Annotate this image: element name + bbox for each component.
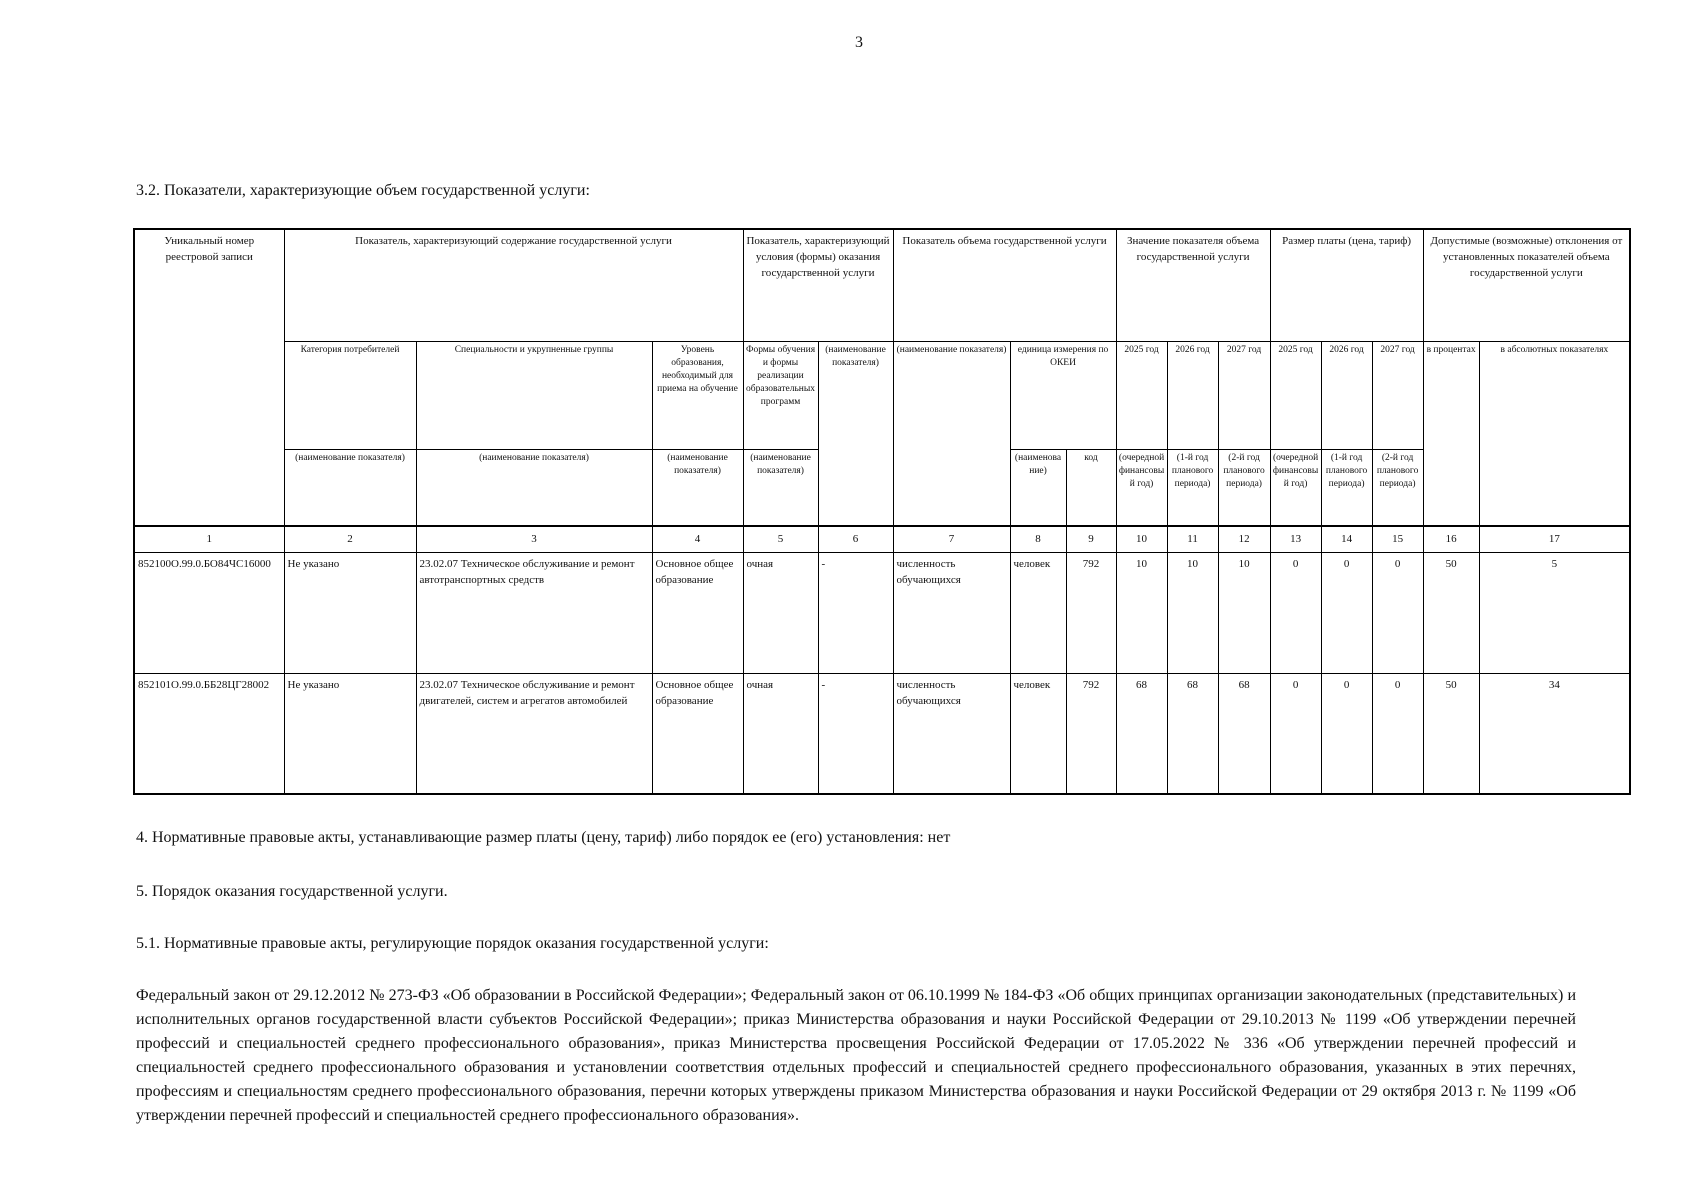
column-number-row xyxy=(134,526,1630,552)
section-4-heading: 4. Нормативные правовые акты, устанавливающие размер платы (цену, тариф) либо порядок ее (его) установления: нет xyxy=(136,829,951,846)
legal-acts-paragraph: Федеральный закон от 29.12.2012 № 273-ФЗ «Об образовании в Российской Федерации»; Федеральный закон от 06.10.1999 № 184-ФЗ «Об общих принципах организации законодательных (представительных) и исполнительных органов государственной власти субъектов Российской Федерации»; приказ Министерства образования и науки Российской Федерации от 29.10.2013 № 1199 «Об утверждении перечней профессий и специальностей среднего профессионального образования», приказ Министерства просвещения Российской Федерации от 17.05.2022 № 336 «Об утверждении перечней профессий и специальностей среднего профессионального образования и установлении соответствия отдельных профессий и специальностей среднего профессионального образования, указанных в этих перечнях, профессиям и специальностям среднего профессионального образования, перечни которых утверждены приказом Министерства образования и науки Российской Федерации от 29 октября 2013 г. № 1199 «Об утверждении перечней профессий и специальностей среднего профессионального образования». xyxy=(136,987,1576,1124)
cell-education-level: Основное общее образование xyxy=(652,552,743,673)
header-fee: Размер платы (цена, тариф) xyxy=(1270,229,1423,341)
header-2025-value: 2025 год xyxy=(1116,341,1167,449)
column-number: 2 xyxy=(284,526,416,552)
cell-study-form: очная xyxy=(743,673,818,794)
cell-value-2026: 68 xyxy=(1167,673,1218,794)
cell-unit-code: 792 xyxy=(1066,552,1116,673)
header-name-3: (наименование показателя) xyxy=(416,449,652,526)
cell-fee-2026: 0 xyxy=(1321,552,1372,673)
cell-fee-2025: 0 xyxy=(1270,552,1321,673)
header-service-conditions: Показатель, характеризующий условия (формы) оказания государственной услуги xyxy=(743,229,893,341)
cell-value-2025: 10 xyxy=(1116,552,1167,673)
column-number: 13 xyxy=(1270,526,1321,552)
header-2026-fee: 2026 год xyxy=(1321,341,1372,449)
cell-fee-2027: 0 xyxy=(1372,552,1423,673)
cell-deviation-percent: 50 xyxy=(1423,673,1479,794)
cell-study-form: очная xyxy=(743,552,818,673)
header-name-5: (наименование показателя) xyxy=(743,449,818,526)
cell-fee-2025: 0 xyxy=(1270,673,1321,794)
header-volume-indicator: Показатель объема государственной услуги xyxy=(893,229,1116,341)
header-2026-value: 2026 год xyxy=(1167,341,1218,449)
header-consumer-category: Категория потребителей xyxy=(284,341,416,449)
header-unit-okei: единица измерения по ОКЕИ xyxy=(1010,341,1116,449)
page-number: 3 xyxy=(855,34,863,51)
column-number: 14 xyxy=(1321,526,1372,552)
header-code: код xyxy=(1066,449,1116,526)
header-volume-value: Значение показателя объема государственной услуги xyxy=(1116,229,1270,341)
column-number: 4 xyxy=(652,526,743,552)
header-specialties: Специальности и укрупненные группы xyxy=(416,341,652,449)
cell-value-2026: 10 xyxy=(1167,552,1218,673)
cell-deviation-percent: 50 xyxy=(1423,552,1479,673)
column-number: 3 xyxy=(416,526,652,552)
cell-unit-name: человек xyxy=(1010,552,1066,673)
column-number: 8 xyxy=(1010,526,1066,552)
section-3-2-heading: 3.2. Показатели, характеризующие объем государственной услуги: xyxy=(136,182,590,199)
header-next-year-10: (очередной финансовый год) xyxy=(1116,449,1167,526)
cell-indicator-6: - xyxy=(818,552,893,673)
section-5-1-heading: 5.1. Нормативные правовые акты, регулирующие порядок оказания государственной услуги: xyxy=(136,935,769,952)
cell-volume-indicator: численность обучающихся xyxy=(893,552,1010,673)
column-number: 16 xyxy=(1423,526,1479,552)
cell-specialty: 23.02.07 Техническое обслуживание и ремонт автотранспортных средств xyxy=(416,552,652,673)
table-row xyxy=(134,673,1630,794)
cell-registry-number: 852101О.99.0.ББ28ЦГ28002 xyxy=(134,673,284,794)
header-percent: в процентах xyxy=(1423,341,1479,526)
header-unit-name: (наименование) xyxy=(1010,449,1066,526)
cell-indicator-6: - xyxy=(818,673,893,794)
cell-education-level: Основное общее образование xyxy=(652,673,743,794)
header-registry-number: Уникальный номер реестровой записи xyxy=(134,229,284,526)
column-number: 17 xyxy=(1479,526,1630,552)
header-first-year-14: (1-й год планового периода) xyxy=(1321,449,1372,526)
column-number: 10 xyxy=(1116,526,1167,552)
volume-indicators-table xyxy=(133,228,1631,795)
cell-deviation-absolute: 34 xyxy=(1479,673,1630,794)
cell-deviation-absolute: 5 xyxy=(1479,552,1630,673)
header-education-level: Уровень образования, необходимый для приема на обучение xyxy=(652,341,743,449)
cell-volume-indicator: численность обучающихся xyxy=(893,673,1010,794)
header-2027-value: 2027 год xyxy=(1218,341,1270,449)
header-name-4: (наименование показателя) xyxy=(652,449,743,526)
cell-value-2025: 68 xyxy=(1116,673,1167,794)
cell-unit-name: человек xyxy=(1010,673,1066,794)
cell-specialty: 23.02.07 Техническое обслуживание и ремонт двигателей, систем и агрегатов автомобилей xyxy=(416,673,652,794)
cell-fee-2027: 0 xyxy=(1372,673,1423,794)
column-number: 5 xyxy=(743,526,818,552)
header-service-content: Показатель, характеризующий содержание государственной услуги xyxy=(284,229,743,341)
column-number: 6 xyxy=(818,526,893,552)
header-second-year-15: (2-й год планового периода) xyxy=(1372,449,1423,526)
cell-value-2027: 10 xyxy=(1218,552,1270,673)
header-2027-fee: 2027 год xyxy=(1372,341,1423,449)
column-number: 12 xyxy=(1218,526,1270,552)
column-number: 15 xyxy=(1372,526,1423,552)
cell-consumer-category: Не указано xyxy=(284,673,416,794)
cell-consumer-category: Не указано xyxy=(284,552,416,673)
cell-value-2027: 68 xyxy=(1218,673,1270,794)
header-first-year-11: (1-й год планового периода) xyxy=(1167,449,1218,526)
column-number: 9 xyxy=(1066,526,1116,552)
header-second-year-12: (2-й год планового периода) xyxy=(1218,449,1270,526)
column-number: 1 xyxy=(134,526,284,552)
cell-registry-number: 852100О.99.0.БО84ЧС16000 xyxy=(134,552,284,673)
header-2025-fee: 2025 год xyxy=(1270,341,1321,449)
column-number: 11 xyxy=(1167,526,1218,552)
table-row xyxy=(134,552,1630,673)
header-name-2: (наименование показателя) xyxy=(284,449,416,526)
column-number: 7 xyxy=(893,526,1010,552)
header-indicator-name-7: (наименование показателя) xyxy=(893,341,1010,526)
cell-fee-2026: 0 xyxy=(1321,673,1372,794)
section-5-heading: 5. Порядок оказания государственной услуги. xyxy=(136,883,448,900)
header-study-forms: Формы обучения и формы реализации образовательных программ xyxy=(743,341,818,449)
cell-unit-code: 792 xyxy=(1066,673,1116,794)
header-next-year-13: (очередной финансовый год) xyxy=(1270,449,1321,526)
header-indicator-name-6: (наименование показателя) xyxy=(818,341,893,526)
header-deviation: Допустимые (возможные) отклонения от установленных показателей объема государственной услуги xyxy=(1423,229,1630,341)
header-absolute: в абсолютных показателях xyxy=(1479,341,1630,526)
